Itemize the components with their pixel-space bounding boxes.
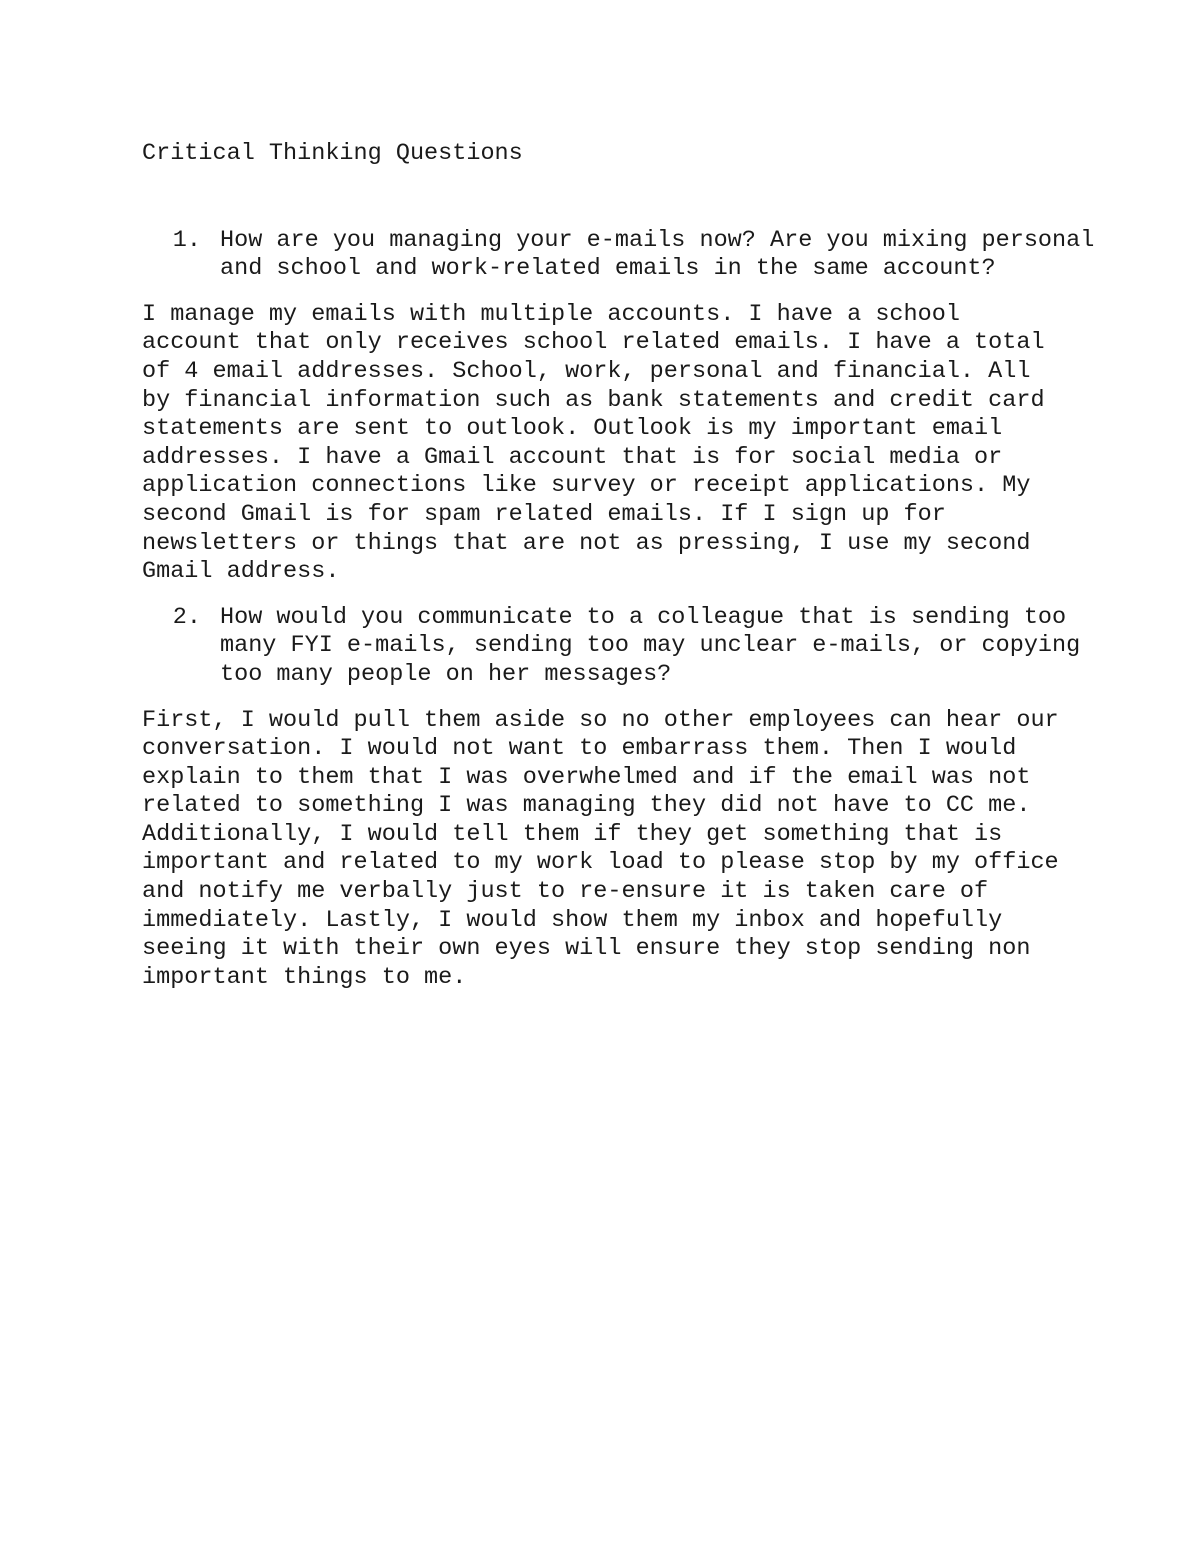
document-body: [142, 140, 1102, 992]
question-number: 2.: [172, 603, 201, 631]
answer-paragraph: First, I would pull them aside so no other employees can hear our conversation. I would not want to embarrass them. Then I would explain to them that I was overwhelmed and if the email was not related to something I was managing they did not have to CC me. Additionally, I would tell them if they get something that is important and related to my work load to please stop by my office and notify me verbally just to re-ensure it is taken care of immediately. Lastly, I would show them my inbox and hopefully seeing it with their own eyes will ensure they stop sending non important things to me.: [142, 706, 1059, 991]
question-item: [142, 227, 1102, 284]
question-item: [142, 604, 1102, 690]
question-number: 1.: [172, 226, 201, 254]
question-text: How are you managing your e-mails now? Are you mixing personal and school and work-related emails in the same account?: [220, 226, 1095, 283]
answer-paragraph: I manage my emails with multiple accounts. I have a school account that only receives school related emails. I have a total of 4 email addresses. School, work, personal and financial. All by financial information such as bank statements and credit card statements are sent to outlook. Outlook is my important email addresses. I have a Gmail account that is for social media or application connections like survey or receipt applications. My second Gmail is for spam related emails. If I sign up for newsletters or things that are not as pressing, I use my second Gmail address.: [142, 300, 1045, 586]
document-title: Critical Thinking Questions: [142, 140, 523, 167]
question-text: How would you communicate to a colleague that is sending too many FYI e-mails, sending too may unclear e-mails, or copying too many people on her messages?: [220, 603, 1081, 688]
